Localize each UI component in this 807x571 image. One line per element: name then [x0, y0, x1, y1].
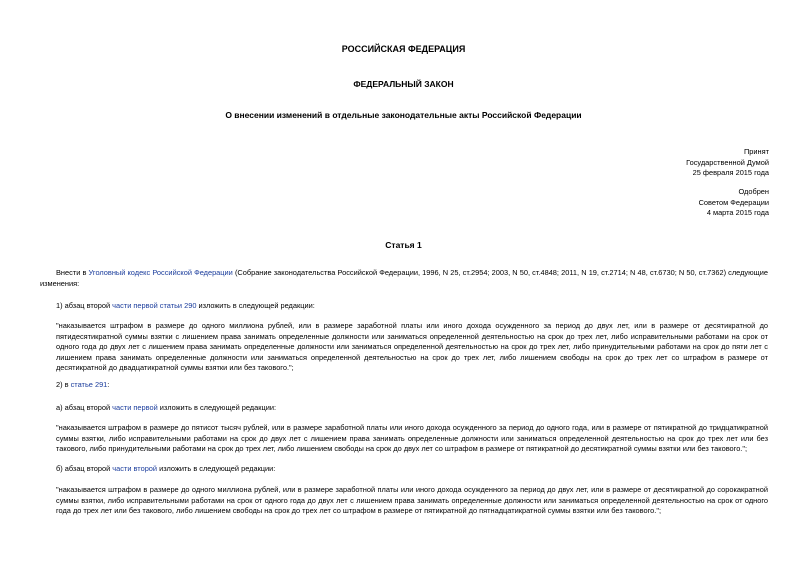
- part-two-link[interactable]: части второй: [112, 464, 158, 473]
- approved-label: Одобрен: [738, 187, 769, 196]
- item2a-text-post: изложить в следующей редакции:: [157, 403, 277, 412]
- item2b-text-pre: б) абзац второй: [56, 464, 113, 473]
- item2b-text-post: изложить в следующей редакции:: [157, 464, 276, 473]
- item1-text-post: изложить в следующей редакции:: [196, 301, 315, 310]
- approved-block: [699, 187, 769, 219]
- accepted-date: 25 февраля 2015 года: [692, 168, 769, 177]
- intro-text-pre: Внести в: [56, 268, 89, 277]
- item-2b: [40, 464, 768, 475]
- item-1: [40, 301, 768, 312]
- part-one-link[interactable]: части первой: [112, 403, 158, 412]
- accepted-by: Государственной Думой: [686, 157, 769, 167]
- article-291-link[interactable]: статье 291: [70, 380, 108, 389]
- item-2: [40, 380, 768, 391]
- item-2a-quote: "наказывается штрафом в размере до пятисот тысяч рублей, или в размере заработной платы или иного дохода осужденного за период до одного года, или в размере от пятикратной до тридцатикратной суммы взятки, либо исправительными работами на срок до двух лет с лишением права занимать определенные должности или заниматься определенной деятельностью на срок до трех лет или без такового, либо принудительными работами на срок до трех лет, либо лишением свободы на срок до двух лет со штрафом в размере от пятикратной до десятикратной суммы взятки или без такового.";: [56, 423, 768, 454]
- article-intro: [40, 268, 768, 289]
- article-heading: Статья 1: [385, 240, 422, 250]
- item2a-text-pre: а) абзац второй: [56, 403, 113, 412]
- item-2b-quote: "наказывается штрафом в размере до одного миллиона рублей, или в размере заработной платы или иного дохода осужденного за период до двух лет, или в размере от десятикратной до сорокакратной суммы взятки, либо исправительными работами на срок от одного года до двух лет с лишением права занимать определенные должности или заниматься определенной деятельностью на срок от одного года до трех лет или без такового, либо лишением свободы на срок до трех лет со штрафом в размере от пятикратной до пятнадцатикратной суммы взятки или без такового.";: [56, 485, 768, 516]
- law-type-heading: ФЕДЕРАЛЬНЫЙ ЗАКОН: [353, 79, 454, 89]
- item2-text-pre: 2) в: [56, 380, 71, 389]
- item-2a: [40, 403, 768, 414]
- article-290-link[interactable]: части первой статьи 290: [112, 301, 197, 310]
- accepted-block: [686, 147, 769, 179]
- item2-text-post: :: [107, 380, 110, 389]
- intro-text-post: (Собрание законодательства Российской Федерации, 1996, N 25, ст.2954; 2003, N 50, ст.4848; 2011, N 19, ст.2714; N 48, ст.6730; N 50, ст.7362) следующие изменения:: [40, 268, 768, 288]
- item1-text-pre: 1) абзац второй: [56, 301, 113, 310]
- approved-by: Советом Федерации: [698, 197, 769, 207]
- criminal-code-link[interactable]: Уголовный кодекс Российской Федерации: [88, 268, 233, 277]
- approved-date: 4 марта 2015 года: [706, 208, 769, 217]
- federation-heading: РОССИЙСКАЯ ФЕДЕРАЦИЯ: [341, 44, 466, 54]
- law-title: О внесении изменений в отдельные законодательные акты Российской Федерации: [225, 110, 582, 120]
- accepted-label: Принят: [743, 147, 769, 156]
- item-1-quote: "наказывается штрафом в размере до одного миллиона рублей, или в размере заработной платы или иного дохода осужденного за период до двух лет, или в размере от десятикратной до пятидесятикратной суммы взятки с лишением права занимать определенные должности или заниматься определенной деятельностью на срок до трех лет, либо исправительными работами на срок от одного года до двух лет с лишением права занимать определенные должности или заниматься определенной деятельностью на срок до трех лет, либо принудительными работами на срок до пяти лет с лишением права занимать определенные должности или заниматься определенной деятельностью на срок до трех лет, либо лишением свободы на срок до трех лет со штрафом в размере от десятикратной до двадцатикратной суммы взятки или без такового.";: [56, 321, 768, 373]
